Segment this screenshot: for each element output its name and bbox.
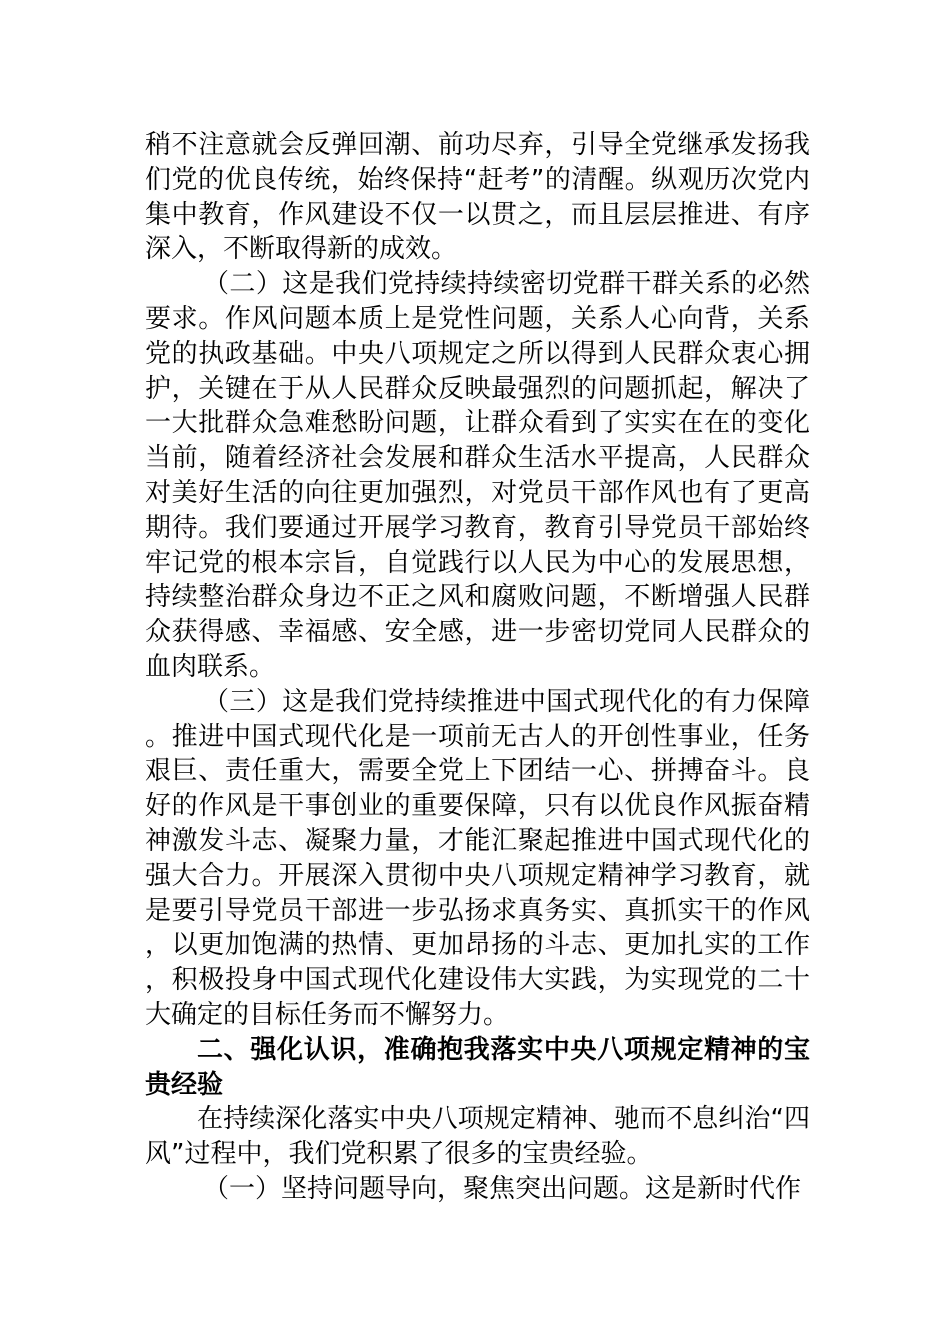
paragraph-continuation: 稍不注意就会反弹回潮、前功尽弃，引导全党继承发扬我们党的优良传统，始终保持“赶考”的清醒。纵观历次党内集中教育，作风建设不仅一以贯之，而且层层推进、有序深入，不断取得新的成效。 (145, 130, 810, 265)
paragraph-section-intro: 在持续深化落实中央八项规定精神、驰而不息纠治“四风”过程中，我们党积累了很多的宝贵经验。 (145, 1104, 810, 1170)
section-heading-two: 二、强化认识，准确抱我落实中央八项规定精神的宝贵经验 (145, 1034, 810, 1100)
paragraph-subpoint-one: （一）坚持问题导向，聚焦突出问题。这是新时代作 (203, 1173, 802, 1204)
document-body (145, 128, 810, 1207)
paragraph-subpoint-three: （三）这是我们党持续推进中国式现代化的有力保障。推进中国式现代化是一项前无古人的开创性事业，任务艰巨、责任重大，需要全党上下团结一心、拼搏奋斗。良好的作风是干事创业的重要保障，只有以优良作风振奋精神激发斗志、凝聚力量，才能汇聚起推进中国式现代化的强大合力。开展深入贯彻中央八项规定精神学习教育，就是要引导党员干部进一步弘扬求真务实、真抓实干的作风，以更加饱满的热情、更加昂扬的斗志、更加扎实的工作，积极投身中国式现代化建设伟大实践，为实现党的二十大确定的目标任务而不懈努力。 (145, 686, 810, 1030)
paragraph-subpoint-two: （二）这是我们党持续持续密切党群干群关系的必然要求。作风问题本质上是党性问题，关系人心向背，关系党的执政基础。中央八项规定之所以得到人民群众衷心拥护，关键在于从人民群众反映最强烈的问题抓起，解决了一大批群众急难愁盼问题，让群众看到了实实在在的变化当前，随着经济社会发展和群众生活水平提高，人民群众对美好生活的向往更加强烈，对党员干部作风也有了更高期待。我们要通过开展学习教育，教育引导党员干部始终牢记党的根本宗旨，自觉践行以人民为中心的发展思想，持续整治群众身边不正之风和腐败问题，不断增强人民群众获得感、幸福感、安全感，进一步密切党同人民群众的血肉联系。 (145, 269, 810, 682)
